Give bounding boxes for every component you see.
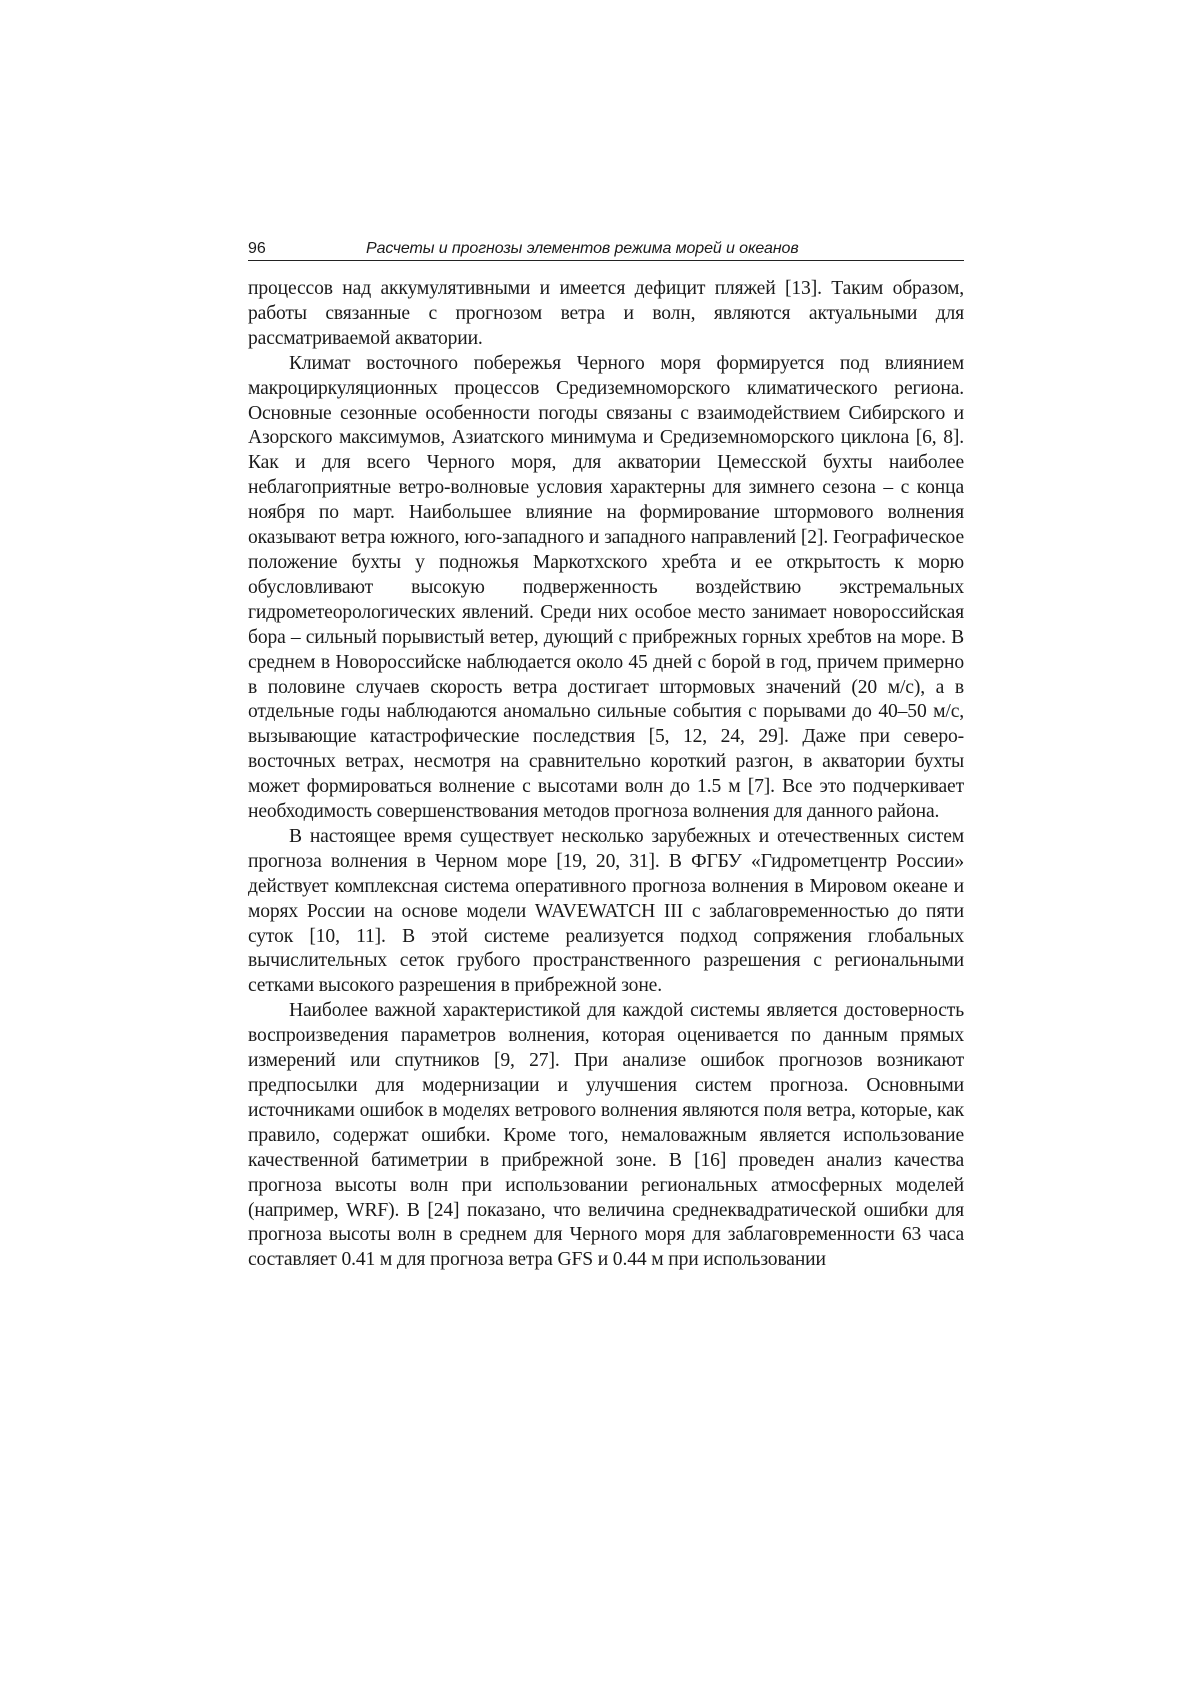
running-header	[248, 236, 964, 261]
paragraph-climate: Климат восточного побережья Черного моря формируется под влиянием макроциркуляционных процессов Средиземноморского климатического региона. Основные сезонные особенности погоды связаны с взаимодействием Сибирского и Азорского максимумов, Азиатского минимума и Средиземноморского циклона [6, 8]. Как и для всего Черного моря, для акватории Цемесской бухты наиболее неблагоприятные ветро-волновые условия характерны для зимнего сезона – с конца ноября по март. Наибольшее влияние на формирование штормового волнения оказывают ветра южного, юго-западного и западного направлений [2]. Географическое положение бухты у подножья Маркотхского хребта и ее открытость к морю обусловливают высокую подверженность воздействию экстремальных гидрометеорологических явлений. Среди них особое место занимает новороссийская бора – сильный порывистый ветер, дующий с прибрежных горных хребтов на море. В среднем в Новороссийске наблюдается около 45 дней с борой в год, причем примерно в половине случаев скорость ветра достигает штормовых значений (20 м/с), а в отдельные годы наблюдаются аномально сильные события с порывами до 40–50 м/с, вызывающие катастрофические последствия [5, 12, 24, 29]. Даже при северо-восточных ветрах, несмотря на сравнительно короткий разгон, в акватории бухты может формироваться волнение с высотами волн до 1.5 м [7]. Все это подчеркивает необходимость совершенствования методов прогноза волнения для данного района.	[248, 352, 964, 823]
running-title: Расчеты и прогнозы элементов режима морей и океанов	[366, 240, 799, 257]
page-number: 96	[248, 240, 266, 257]
article-body	[248, 277, 964, 1273]
paragraph-accuracy: Наиболее важной характеристикой для каждой системы является достоверность воспроизведения параметров волнения, которая оценивается по данным прямых измерений или спутников [9, 27]. При анализе ошибок прогнозов возникают предпосылки для модернизации и улучшения систем прогноза. Основными источниками ошибок в моделях ветрового волнения являются поля ветра, которые, как правило, содержат ошибки. Кроме того, немаловажным является использование качественной батиметрии в прибрежной зоне. В [16] проведен анализ качества прогноза высоты волн при использовании региональных атмосферных моделей (например, WRF). В [24] показано, что величина среднеквадратической ошибки для прогноза высоты волн в среднем для Черного моря для заблаговременности 63 часа составляет 0.41 м для прогноза ветра GFS и 0.44 м при использовании	[248, 1000, 964, 1271]
paragraph-forecast-systems: В настоящее время существует несколько зарубежных и отечественных систем прогноза волнения в Черном море [19, 20, 31]. В ФГБУ «Гидрометцентр России» действует комплексная система оперативного прогноза волнения в Мировом океане и морях России на основе модели WAVEWATCH III с заблаговременностью до пяти суток [10, 11]. В этой системе реализуется подход сопряжения глобальных вычислительных сеток грубого пространственного разрешения с региональными сетками высокого разрешения в прибрежной зоне.	[248, 825, 964, 997]
paragraph-continuation: процессов над аккумулятивными и имеется дефицит пляжей [13]. Таким образом, работы связанные с прогнозом ветра и волн, являются актуальными для рассматриваемой акватории.	[248, 278, 964, 349]
journal-page	[248, 236, 964, 1273]
